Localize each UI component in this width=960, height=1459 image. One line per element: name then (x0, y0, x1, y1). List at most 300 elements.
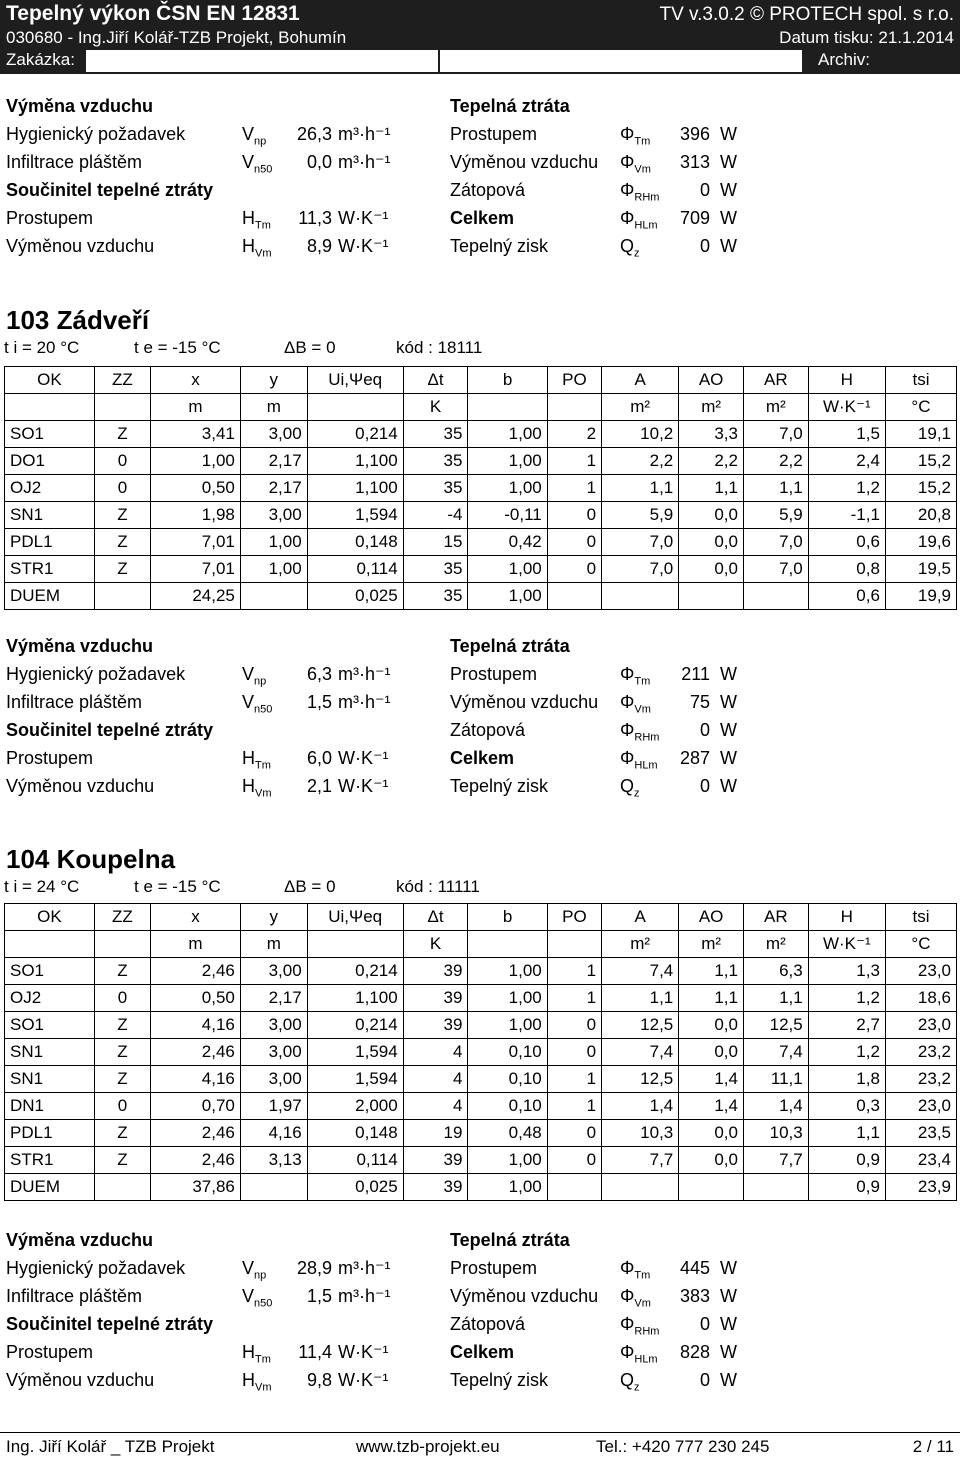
column-unit (5, 394, 95, 421)
zakazka-label: Zakázka: (6, 50, 75, 69)
table-cell: DUEM (5, 583, 95, 610)
table-cell: 0 (547, 1120, 601, 1147)
table-cell: 1,4 (679, 1093, 744, 1120)
table-cell: 0 (547, 1012, 601, 1039)
table-cell: 37,86 (151, 1174, 241, 1201)
table-cell: 0 (547, 502, 601, 529)
table-cell: SN1 (5, 1066, 95, 1093)
table-cell: 0,0 (679, 502, 744, 529)
table-cell: 12,5 (602, 1012, 679, 1039)
table-cell: 2,46 (151, 1147, 241, 1174)
value-phi-tm: 445 (679, 1258, 710, 1278)
column-header: ZZ (94, 367, 150, 394)
table-cell: 18,6 (885, 985, 956, 1012)
unit-hvm: W·K⁻¹ (338, 776, 389, 796)
table-cell: 7,7 (743, 1147, 808, 1174)
table-cell: 2,2 (679, 448, 744, 475)
unit-phi-vm: W (720, 152, 737, 172)
label-hygienic: Hygienický požadavek (6, 1258, 186, 1278)
value-hvm: 8,9 (306, 236, 332, 256)
table-cell: 1 (547, 448, 601, 475)
table-cell: 1,594 (307, 1039, 403, 1066)
table-row (5, 1147, 957, 1174)
column-unit: W·K⁻¹ (808, 931, 885, 958)
table-cell: 4,16 (151, 1066, 241, 1093)
table-cell: 1,1 (808, 1120, 885, 1147)
exterior-temp: t e = -15 °C (134, 877, 221, 896)
label-transmission: Prostupem (450, 1258, 538, 1278)
table-cell: 1,1 (743, 985, 808, 1012)
value-vn50: 1,5 (306, 1286, 332, 1306)
unit-phi-rhm: W (720, 720, 737, 740)
unit-phi-tm: W (720, 664, 737, 684)
unit-phi-hlm: W (720, 748, 737, 768)
table-cell (94, 1174, 150, 1201)
table-cell: 4 (403, 1066, 468, 1093)
column-unit (547, 394, 601, 421)
table-cell: 0,50 (151, 985, 241, 1012)
table-row (5, 421, 957, 448)
table-cell: 1 (547, 1066, 601, 1093)
table-cell: 1,00 (240, 529, 307, 556)
table-cell: 2,17 (240, 475, 307, 502)
symbol-phi-rhm: $\Phi_{RHm}$ (620, 720, 660, 744)
column-header: x (151, 367, 241, 394)
unit-vnp: m³·h⁻¹ (338, 664, 391, 684)
table-cell: 0,9 (808, 1147, 885, 1174)
table-cell: 0,9 (808, 1174, 885, 1201)
footer-author: Ing. Jiří Kolář _ TZB Projekt (6, 1437, 215, 1456)
unit-phi-hlm: W (720, 1342, 737, 1362)
label-reheat: Zátopová (450, 720, 526, 740)
table-cell: 1,98 (151, 502, 241, 529)
value-vn50: 0,0 (306, 152, 332, 172)
heading-coefficient: Součinitel tepelné ztráty (6, 720, 214, 740)
table-cell: 0,025 (307, 1174, 403, 1201)
table-cell: 35 (403, 556, 468, 583)
table-cell (547, 1174, 601, 1201)
table-cell: Z (94, 1120, 150, 1147)
column-header: ZZ (94, 904, 150, 931)
table-cell: 0,6 (808, 583, 885, 610)
unit-qz: W (720, 1370, 737, 1390)
table-cell: 0 (94, 1093, 150, 1120)
table-row (5, 583, 957, 610)
symbol-hvm: $H_{Vm}$ (242, 1370, 272, 1394)
value-phi-vm: 313 (679, 152, 710, 172)
archiv-label: Archiv: (818, 50, 870, 69)
table-cell: 19,5 (885, 556, 956, 583)
table-cell: 0,0 (679, 1120, 744, 1147)
table-cell: 35 (403, 583, 468, 610)
table-cell: 3,3 (679, 421, 744, 448)
table-cell: 1,4 (679, 1066, 744, 1093)
unit-vn50: m³·h⁻¹ (338, 1286, 391, 1306)
table-cell: 1,100 (307, 985, 403, 1012)
table-cell: 0 (94, 475, 150, 502)
heading-heat-loss: Tepelná ztráta (450, 636, 570, 656)
table-cell: STR1 (5, 1147, 95, 1174)
table-cell: 1,5 (808, 421, 885, 448)
label-total: Celkem (450, 748, 515, 768)
company-name: 030680 - Ing.Jiří Kolář-TZB Projekt, Bohumín (6, 28, 347, 47)
table-cell: 12,5 (743, 1012, 808, 1039)
symbol-phi-rhm: $\Phi_{RHm}$ (620, 180, 660, 204)
software-version: TV v.3.0.2 © PROTECH spol. s r.o. (659, 4, 954, 25)
table-row (5, 1039, 957, 1066)
table-cell: 19,1 (885, 421, 956, 448)
table-cell: 19,6 (885, 529, 956, 556)
elements-table (4, 366, 957, 610)
table-cell: DN1 (5, 1093, 95, 1120)
table-cell (602, 1174, 679, 1201)
table-row (5, 1174, 957, 1201)
column-unit (5, 931, 95, 958)
heading-air-exchange: Výměna vzduchu (6, 96, 154, 116)
table-cell: 39 (403, 1147, 468, 1174)
unit-phi-vm: W (720, 1286, 737, 1306)
label-total: Celkem (450, 208, 515, 228)
table-cell: 3,00 (240, 1012, 307, 1039)
table-cell: 0,10 (468, 1093, 547, 1120)
column-unit: K (403, 931, 468, 958)
column-unit: m² (602, 931, 679, 958)
column-unit: °C (885, 931, 956, 958)
symbol-phi-tm: $\Phi_{Tm}$ (620, 124, 651, 148)
table-cell: 4 (403, 1039, 468, 1066)
table-cell: 2,46 (151, 1120, 241, 1147)
label-transmission: Prostupem (450, 664, 538, 684)
table-cell: 2,17 (240, 985, 307, 1012)
column-header: AR (743, 367, 808, 394)
unit-qz: W (720, 776, 737, 796)
page-header (0, 0, 960, 74)
table-cell: 0,48 (468, 1120, 547, 1147)
column-header: y (240, 904, 307, 931)
table-cell: 0,70 (151, 1093, 241, 1120)
unit-vn50: m³·h⁻¹ (338, 152, 391, 172)
value-hvm: 9,8 (306, 1370, 332, 1390)
label-infiltration: Infiltrace pláštěm (6, 1286, 143, 1306)
table-cell: DO1 (5, 448, 95, 475)
table-cell: 6,3 (743, 958, 808, 985)
table-header-row (5, 367, 957, 394)
table-cell: -4 (403, 502, 468, 529)
table-cell: 2,7 (808, 1012, 885, 1039)
value-phi-tm: 211 (681, 664, 710, 684)
table-cell: 24,25 (151, 583, 241, 610)
table-cell (94, 583, 150, 610)
unit-vnp: m³·h⁻¹ (338, 124, 391, 144)
table-cell: 7,01 (151, 556, 241, 583)
table-cell: 3,00 (240, 421, 307, 448)
unit-qz: W (720, 236, 737, 256)
column-unit: m (240, 931, 307, 958)
unit-phi-rhm: W (720, 180, 737, 200)
symbol-phi-hlm: $\Phi_{HLm}$ (620, 1342, 658, 1366)
table-cell: 7,0 (602, 556, 679, 583)
table-cell: 3,41 (151, 421, 241, 448)
table-cell: 2,000 (307, 1093, 403, 1120)
delta-b: ΔB = 0 (284, 338, 336, 357)
value-vn50: 1,5 (306, 692, 332, 712)
table-cell: 0 (547, 1147, 601, 1174)
symbol-htm: $H_{Tm}$ (242, 1342, 271, 1366)
value-phi-rhm: 0 (699, 1314, 710, 1334)
table-cell: 1,594 (307, 502, 403, 529)
table-cell: 0,8 (808, 556, 885, 583)
symbol-htm: $H_{Tm}$ (242, 208, 271, 232)
interior-temp: t i = 24 °C (4, 877, 80, 896)
table-cell: 1,00 (240, 556, 307, 583)
value-phi-rhm: 0 (699, 180, 710, 200)
table-cell: 19 (403, 1120, 468, 1147)
label-infiltration: Infiltrace pláštěm (6, 152, 143, 172)
column-header: AO (679, 904, 744, 931)
table-cell: 7,01 (151, 529, 241, 556)
table-cell: 1,00 (468, 1147, 547, 1174)
table-cell: 1,00 (468, 448, 547, 475)
column-unit (94, 394, 150, 421)
table-cell: 1,100 (307, 475, 403, 502)
table-cell: 0,114 (307, 556, 403, 583)
table-cell: 1,00 (151, 448, 241, 475)
unit-phi-vm: W (720, 692, 737, 712)
heading-coefficient: Součinitel tepelné ztráty (6, 180, 214, 200)
column-unit: m (240, 394, 307, 421)
column-header: Ui,Ψeq (307, 904, 403, 931)
table-cell: 1,594 (307, 1066, 403, 1093)
value-phi-hlm: 287 (679, 748, 710, 768)
table-cell (240, 583, 307, 610)
table-cell: 0,0 (679, 1039, 744, 1066)
table-cell: Z (94, 1066, 150, 1093)
room-title: 104 Koupelna (6, 844, 176, 874)
table-cell: 1,1 (679, 958, 744, 985)
table-cell: 7,7 (602, 1147, 679, 1174)
table-cell: 0,0 (679, 1012, 744, 1039)
column-unit: m² (602, 394, 679, 421)
table-cell: 0 (94, 985, 150, 1012)
table-cell: 39 (403, 1012, 468, 1039)
unit-phi-tm: W (720, 1258, 737, 1278)
heading-heat-loss: Tepelná ztráta (450, 1230, 570, 1250)
label-total: Celkem (450, 1342, 515, 1362)
value-htm: 11,3 (298, 208, 332, 228)
column-header: OK (5, 904, 95, 931)
column-unit: m² (743, 394, 808, 421)
table-cell (240, 1174, 307, 1201)
table-cell: 10,3 (743, 1120, 808, 1147)
value-vnp: 28,9 (296, 1258, 332, 1278)
table-row (5, 475, 957, 502)
table-cell: 0,10 (468, 1039, 547, 1066)
table-row (5, 448, 957, 475)
unit-vnp: m³·h⁻¹ (338, 1258, 391, 1278)
table-row (5, 1093, 957, 1120)
column-header: H (808, 367, 885, 394)
table-cell: Z (94, 556, 150, 583)
table-cell: 1,100 (307, 448, 403, 475)
table-cell: 7,0 (602, 529, 679, 556)
table-cell: OJ2 (5, 985, 95, 1012)
table-cell: 0,6 (808, 529, 885, 556)
table-cell: 1,00 (468, 556, 547, 583)
label-h-ventilation: Výměnou vzduchu (6, 236, 155, 256)
column-header: b (468, 367, 547, 394)
symbol-qz: $Q_z$ (620, 1370, 640, 1394)
table-cell (547, 583, 601, 610)
table-cell: 0,0 (679, 1147, 744, 1174)
table-cell: 39 (403, 958, 468, 985)
column-header: x (151, 904, 241, 931)
table-cell: 1,3 (808, 958, 885, 985)
table-cell: 1,1 (602, 985, 679, 1012)
table-row (5, 958, 957, 985)
symbol-qz: $Q_z$ (620, 236, 640, 260)
table-cell: PDL1 (5, 1120, 95, 1147)
label-h-ventilation: Výměnou vzduchu (6, 1370, 155, 1390)
table-row (5, 529, 957, 556)
label-reheat: Zátopová (450, 1314, 526, 1334)
column-header: AR (743, 904, 808, 931)
value-qz: 0 (699, 236, 710, 256)
label-hygienic: Hygienický požadavek (6, 664, 186, 684)
unit-htm: W·K⁻¹ (338, 208, 389, 228)
table-cell: 10,2 (602, 421, 679, 448)
table-cell: 2,2 (743, 448, 808, 475)
table-cell: 3,00 (240, 1039, 307, 1066)
column-header: A (602, 367, 679, 394)
table-cell: 0,214 (307, 421, 403, 448)
label-h-transmission: Prostupem (6, 208, 94, 228)
symbol-vnp: $V_{np}$ (242, 1258, 267, 1282)
table-cell: 3,00 (240, 1066, 307, 1093)
room-title: 103 Zádveří (6, 305, 150, 335)
table-cell: 1 (547, 985, 601, 1012)
column-header: Δt (403, 367, 468, 394)
column-unit: m² (679, 931, 744, 958)
table-cell: Z (94, 421, 150, 448)
symbol-vn50: $V_{n50}$ (242, 152, 273, 176)
symbol-qz: $Q_z$ (620, 776, 640, 800)
table-cell: 3,00 (240, 502, 307, 529)
table-cell: SO1 (5, 1012, 95, 1039)
table-cell: 39 (403, 1174, 468, 1201)
symbol-vn50: $V_{n50}$ (242, 1286, 273, 1310)
table-row (5, 1120, 957, 1147)
label-infiltration: Infiltrace pláštěm (6, 692, 143, 712)
heading-coefficient: Součinitel tepelné ztráty (6, 1314, 214, 1334)
table-cell: Z (94, 1039, 150, 1066)
room-code: kód : 11111 (396, 877, 480, 896)
symbol-phi-hlm: $\Phi_{HLm}$ (620, 748, 658, 772)
table-cell: 0 (547, 1039, 601, 1066)
column-unit: K (403, 394, 468, 421)
value-phi-hlm: 828 (679, 1342, 710, 1362)
value-phi-hlm: 709 (679, 208, 710, 228)
column-header: H (808, 904, 885, 931)
interior-temp: t i = 20 °C (4, 338, 80, 357)
table-cell: 1,00 (468, 1174, 547, 1201)
symbol-vnp: $V_{np}$ (242, 664, 267, 688)
table-cell: 5,9 (602, 502, 679, 529)
label-hygienic: Hygienický požadavek (6, 124, 186, 144)
value-htm: 11,4 (298, 1342, 332, 1362)
table-cell: 2 (547, 421, 601, 448)
unit-phi-hlm: W (720, 208, 737, 228)
label-heat-gain: Tepelný zisk (450, 236, 549, 256)
column-header: tsi (885, 367, 956, 394)
table-cell: 3,00 (240, 958, 307, 985)
table-cell: 23,2 (885, 1066, 956, 1093)
symbol-phi-tm: $\Phi_{Tm}$ (620, 1258, 651, 1282)
table-cell: 1,4 (602, 1093, 679, 1120)
table-cell: 1,00 (468, 1012, 547, 1039)
value-phi-rhm: 0 (699, 720, 710, 740)
symbol-htm: $H_{Tm}$ (242, 748, 271, 772)
table-cell (602, 583, 679, 610)
table-cell: 0,10 (468, 1066, 547, 1093)
table-cell: SN1 (5, 1039, 95, 1066)
label-ventilation: Výměnou vzduchu (450, 1286, 599, 1306)
heading-air-exchange: Výměna vzduchu (6, 636, 154, 656)
table-header-row (5, 904, 957, 931)
table-cell (743, 583, 808, 610)
label-heat-gain: Tepelný zisk (450, 776, 549, 796)
value-phi-vm: 383 (679, 1286, 710, 1306)
column-header: Δt (403, 904, 468, 931)
table-cell: SO1 (5, 958, 95, 985)
table-cell: 2,46 (151, 1039, 241, 1066)
table-cell: 1,00 (468, 985, 547, 1012)
column-unit (307, 931, 403, 958)
table-cell: 0,025 (307, 583, 403, 610)
table-cell: 0 (94, 448, 150, 475)
table-cell: 10,3 (602, 1120, 679, 1147)
column-header: tsi (885, 904, 956, 931)
label-transmission: Prostupem (450, 124, 538, 144)
table-cell: PDL1 (5, 529, 95, 556)
table-cell: 1,8 (808, 1066, 885, 1093)
table-cell (679, 1174, 744, 1201)
table-cell: 1,00 (468, 958, 547, 985)
table-cell: -0,11 (468, 502, 547, 529)
table-cell: 0,42 (468, 529, 547, 556)
table-cell: SN1 (5, 502, 95, 529)
column-unit (468, 931, 547, 958)
table-row (5, 502, 957, 529)
table-cell: 0 (547, 556, 601, 583)
table-cell: Z (94, 1147, 150, 1174)
symbol-phi-vm: $\Phi_{Vm}$ (620, 1286, 651, 1310)
footer-page-number: 2 / 11 (912, 1437, 954, 1456)
table-cell: 35 (403, 448, 468, 475)
footer-web[interactable]: www.tzb-projekt.eu (356, 1437, 500, 1456)
column-unit (468, 394, 547, 421)
table-row (5, 1012, 957, 1039)
symbol-phi-vm: $\Phi_{Vm}$ (620, 692, 651, 716)
column-unit: m² (679, 394, 744, 421)
column-header: PO (547, 367, 601, 394)
table-cell: 23,5 (885, 1120, 956, 1147)
table-cell: 23,2 (885, 1039, 956, 1066)
table-cell: Z (94, 1012, 150, 1039)
table-row (5, 985, 957, 1012)
value-qz: 0 (699, 1370, 710, 1390)
table-cell (679, 583, 744, 610)
report-title: Tepelný výkon ČSN EN 12831 (6, 2, 300, 25)
